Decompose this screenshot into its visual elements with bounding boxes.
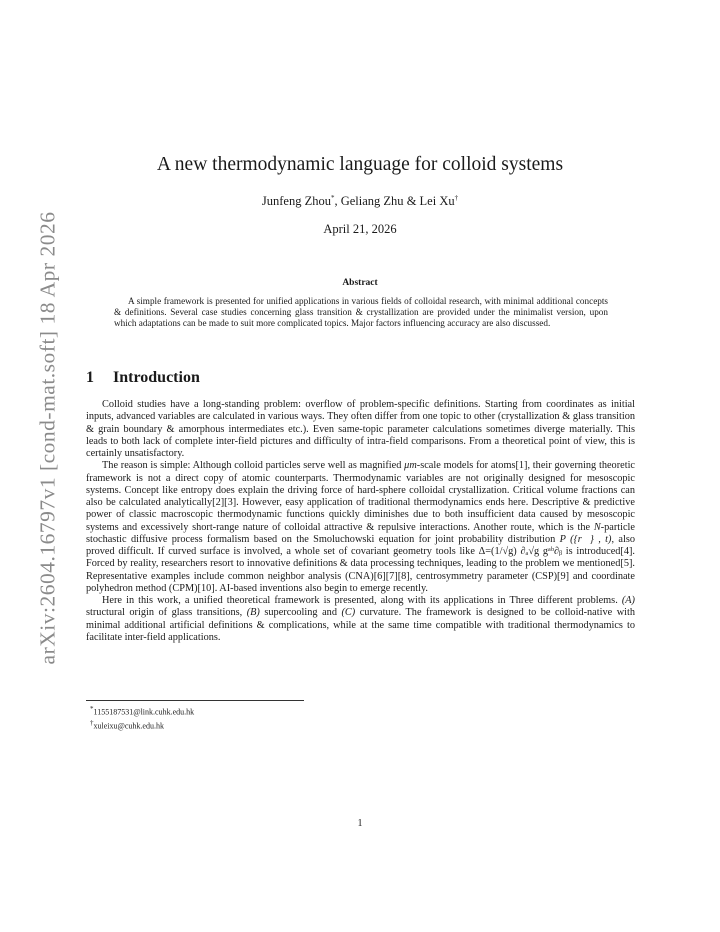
text-run: is introduced[4]. Forced by reality, researchers resort to innovative definitions & data processing techniques, leading to the problem we mentioned[5]. Representative examples include common neighbor analysis (CNA)[6][7][8], centrosymmetry parameter (CSP)[9] and coordinate polyhedron method (CPM)[10]. AI-based inventions also begin to emerge recently. [86, 546, 635, 594]
paragraph: Colloid studies have a long-standing problem: overflow of problem-specific definitions. Starting from coordinates as initial inputs, advanced variables are calculated in various ways. They often differ from one topic to other (crystallization & glass transition & grain boundary & amorphous intermediates etc.). Even same-topic parameter calculations sometimes diverge materially. This leads to both lack of complete inter-field pictures and difficulty of intra-field comparisons. From a theoretical point of view, this is certainly unsatisfactory. [86, 399, 635, 459]
math-inline: Δ=(1/√g) ∂ₐ√g gᵃᵇ∂ᵦ [478, 546, 563, 557]
footnote-mark: † [90, 718, 94, 727]
text-run: -scale models for atoms[1], their governing theoretic framework is not a direct copy of atomic counterparts. Thermodynamic variables are not originally designed for mesoscopic systems. Concept like entropy does explain the driving force of hard-sphere colloidal crystallization. Critical volume fractions can also be calculated analytically[2][3]. However, easy application of traditional thermodynamics ends here. Descriptive & predictive power of classic macroscopic thermodynamic functions quickly diminishes due to both insufficient data caused by mesoscopic systems and excessively short-range nature of colloidal attractive & repulsive interactions. Another route, which is the [86, 460, 635, 533]
footnote-mark[interactable]: † [454, 194, 459, 202]
text-run: supercooling and [259, 607, 342, 619]
math-inline: (B) [246, 607, 260, 619]
abstract-heading: Abstract [342, 278, 378, 288]
footnote [90, 718, 194, 732]
paragraph [86, 460, 635, 595]
publication-date: April 21, 2026 [323, 222, 397, 236]
arxiv-identifier-stamp: arXiv:2604.16797v1 [cond-mat.soft] 18 Apr 2026 [35, 211, 60, 665]
section-number: 1 [86, 369, 94, 386]
paragraph [86, 595, 635, 644]
author-list [0, 194, 720, 209]
text-run: curvature. The framework is designed to be colloid-native with minimal additional artificial definitions & complications, while at the same time compatible with traditional thermodynamics to facilitate inter-field applications. [86, 607, 635, 643]
math-inline: μm [404, 460, 417, 472]
author-name: Junfeng Zhou [261, 194, 331, 209]
section-heading [86, 369, 200, 387]
footnote [90, 704, 194, 718]
math-inline: P ({r⃗} , t) [559, 533, 612, 545]
author-separator: & [403, 194, 420, 209]
author-separator: , [334, 194, 341, 209]
abstract-text: A simple framework is presented for unified applications in various fields of colloidal research, with minimal additional concepts & definitions. Several case studies concerning glass transition & crystallization are provided under the minimalist version, upon which adaptations can be made to suit more complicated topics. Major factors influencing accuracy are also discussed. [114, 296, 608, 329]
text-run: Here in this work, a unified theoretical framework is presented, along with its applications in Three different problems. [102, 595, 622, 606]
paper-title: A new thermodynamic language for colloid systems [156, 154, 564, 175]
math-inline: (C) [341, 607, 356, 619]
footnotes [90, 704, 194, 731]
page-number: 1 [357, 818, 363, 829]
text-run: -particle stochastic diffusive process formalism based on the Smoluchowski equation for joint probability distribution [86, 521, 635, 545]
text-run: structural origin of glass transitions, [86, 607, 247, 619]
footnote-rule [86, 700, 304, 701]
text-run: The reason is simple: Although colloid particles serve well as magnified [102, 460, 405, 472]
footnote-email[interactable]: 1155187531@link.cuhk.edu.hk [93, 707, 195, 717]
math-inline: (A) [621, 595, 635, 606]
author-name: Lei Xu [419, 194, 455, 209]
footnote-mark: * [90, 705, 94, 713]
footnote-email[interactable]: xuleixu@cuhk.edu.hk [93, 721, 164, 731]
text-run: , also proved difficult. If curved surface is involved, a whole set of covariant geometry tools like [86, 533, 635, 557]
author-name: Geliang Zhu [340, 194, 404, 209]
section-body [86, 399, 635, 644]
section-title: Introduction [113, 369, 200, 386]
math-inline: N [593, 521, 601, 533]
footnote-mark[interactable]: * [330, 194, 335, 202]
